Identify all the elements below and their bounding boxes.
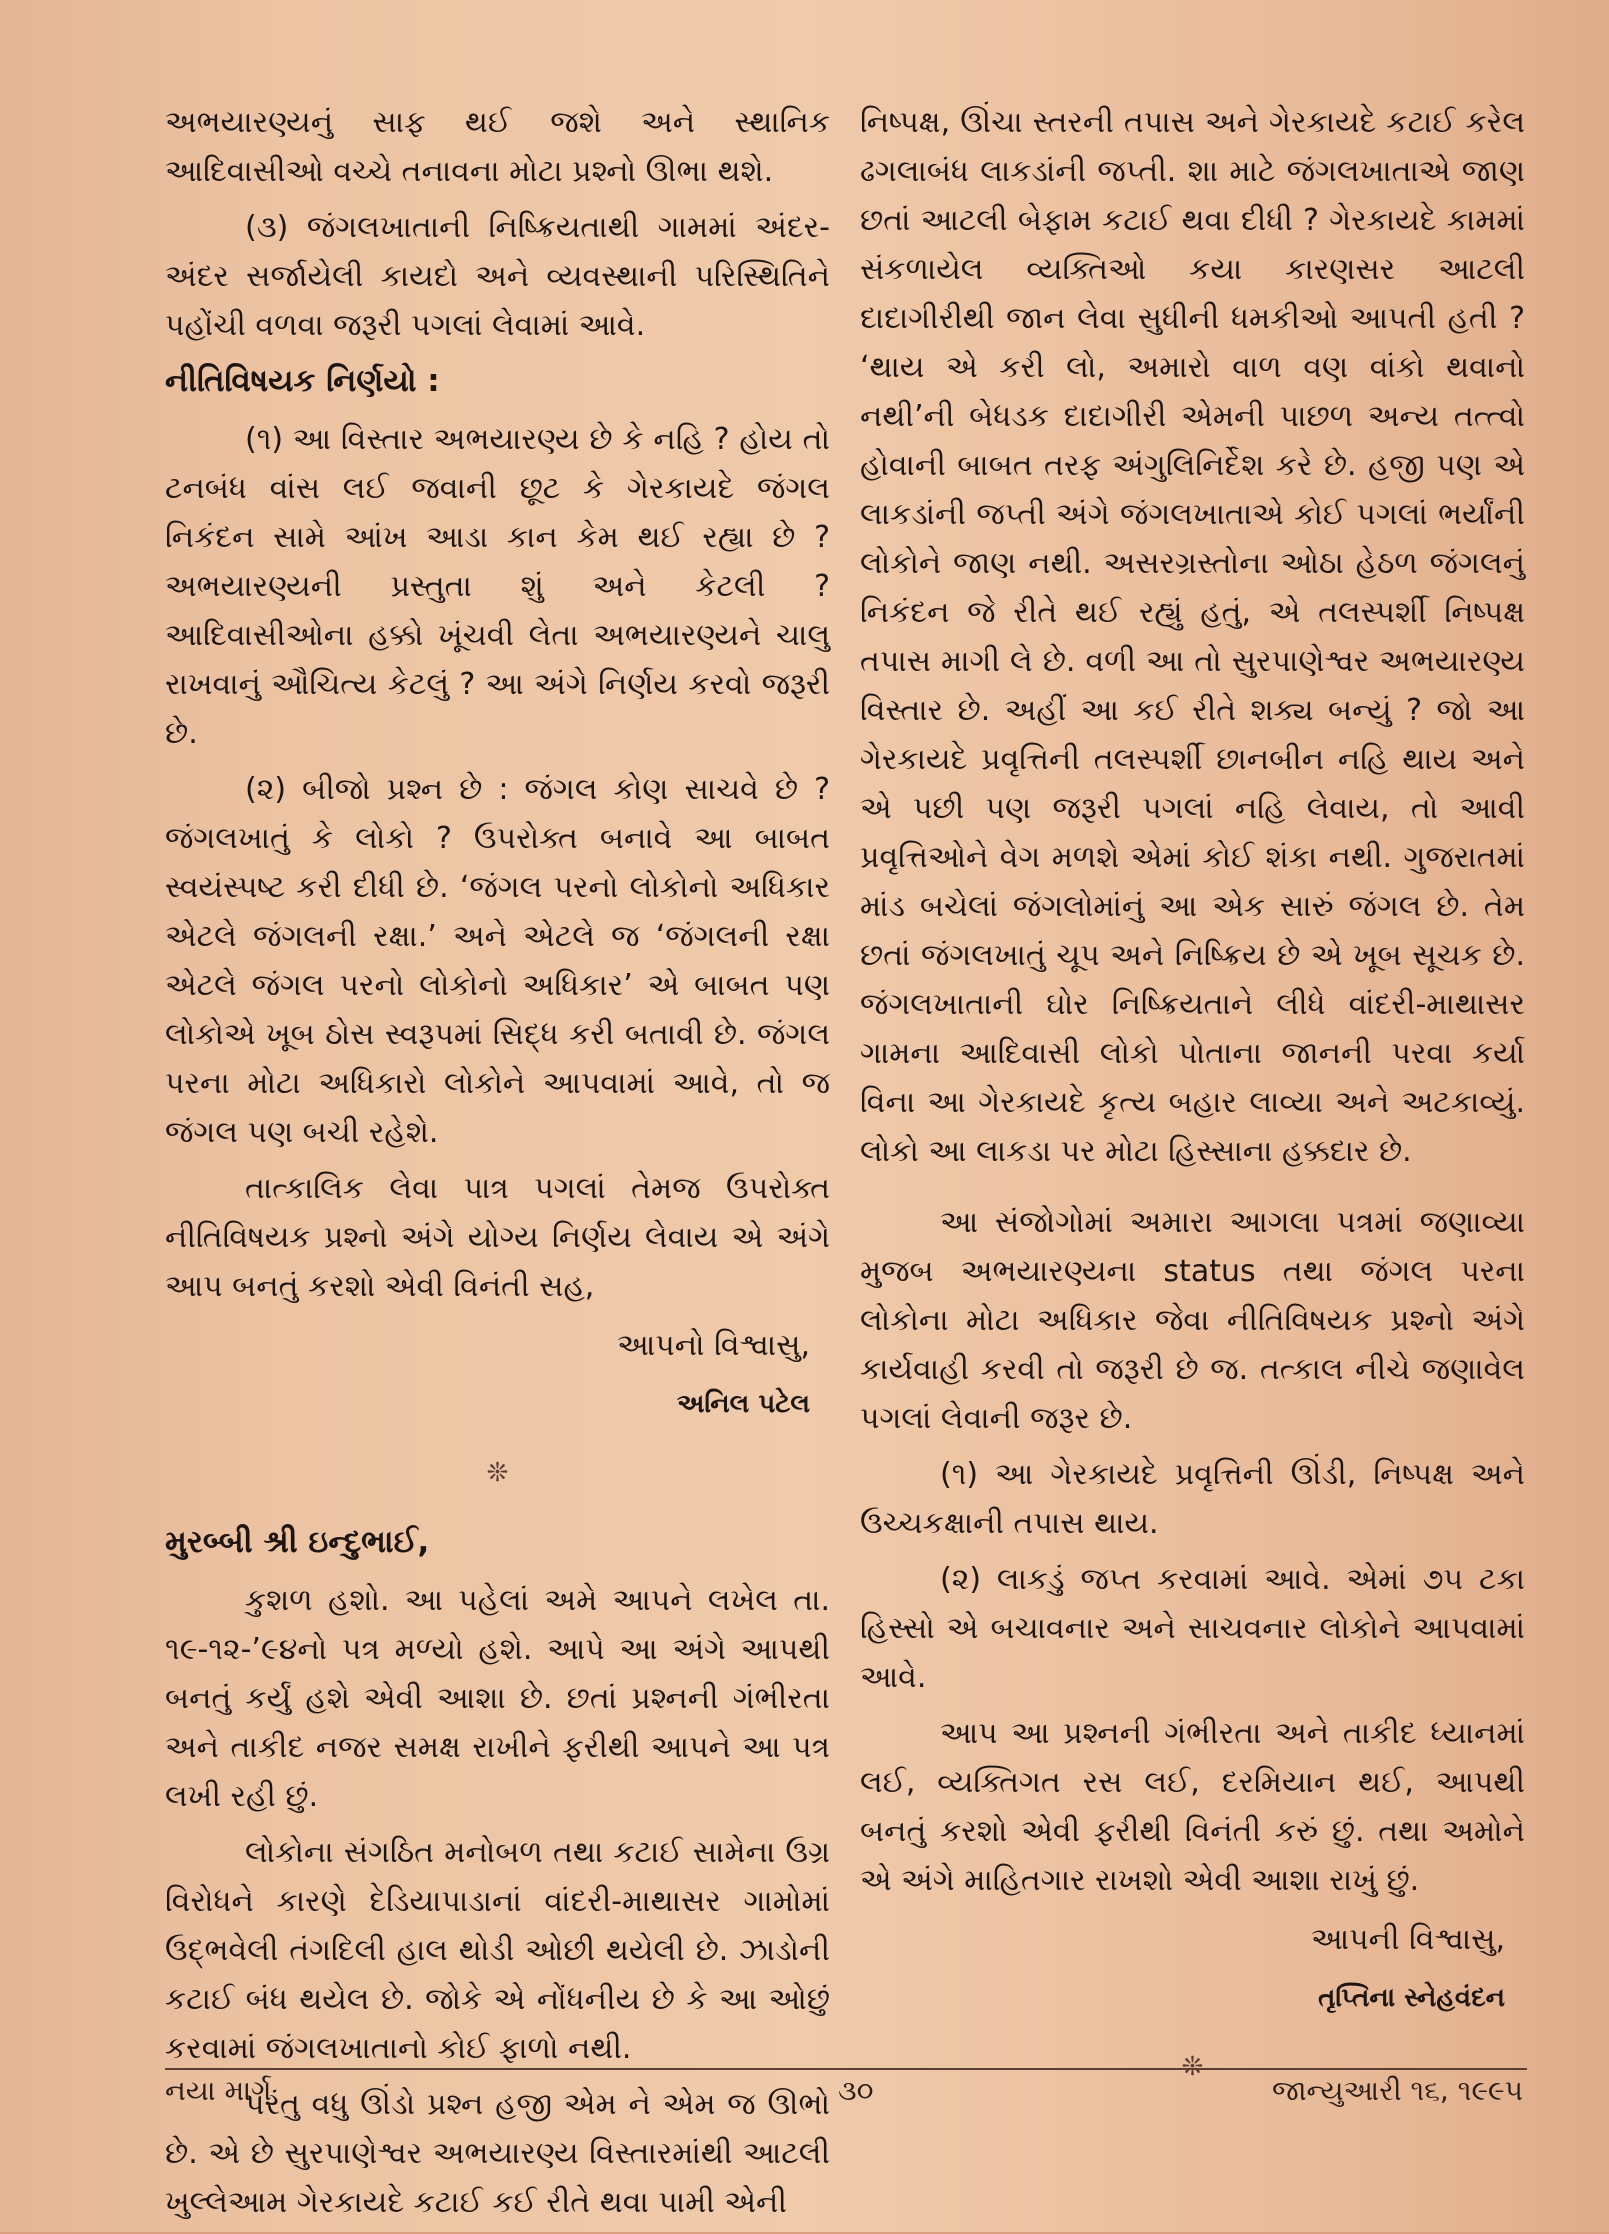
page-number: ૩૦ (838, 2074, 874, 2107)
left-column (165, 98, 830, 2234)
footer-divider (165, 2068, 1527, 2070)
footer-publication-name: નયા માર્ગ (165, 2074, 272, 2107)
letter-closing: આપની વિશ્વાસુ, (1310, 1922, 1505, 1957)
paragraph: આ સંજોગોમાં અમારા આગલા પત્રમાં જણાવ્યા મુજબ અભયારણ્યના status તથા જંગલ પરના લોકોના મોટા અધિકાર જેવા નીતિવિષયક પ્રશ્નો અંગે કાર્યવાહી કરવી તો જરૂરી છે જ. તત્કાલ નીચે જણાવેલ પગલાં લેવાની જરૂર છે. (860, 1205, 1525, 1436)
ornament-icon: ❊ (1181, 2052, 1204, 2082)
paragraph: તાત્કાલિક લેવા પાત્ર પગલાં તેમજ ઉપરોક્ત નીતિવિષયક પ્રશ્નો અંગે યોગ્ય નિર્ણય લેવાય એ અંગે આપ બનતું કરશો એવી વિનંતી સહ, (165, 1171, 830, 1304)
signature-name: તૃપ્તિના સ્નેહવંદન (1318, 1983, 1505, 2013)
paragraph: આપ આ પ્રશ્નની ગંભીરતા અને તાકીદ ધ્યાનમાં લઈ, વ્યક્તિગત રસ લઈ, દરમિયાન થઈ, આપથી બનતું કરશો એવી ફરીથી વિનંતી કરું છું. તથા અમોને એ અંગે માહિતગાર રાખશો એવી આશા રાખું છું. (860, 1716, 1525, 1898)
paragraph: લોકોના સંગઠિત મનોબળ તથા કટાઈ સામેના ઉગ્ર વિરોધને કારણે દેડિયાપાડાનાં વાંદરી-માથાસર ગામોમાં ઉદ્‌ભવેલી તંગદિલી હાલ થોડી ઓછી થયેલી છે. ઝાડોની કટાઈ બંધ થયેલ છે. જોકે એ નોંધનીય છે કે આ ઓછું કરવામાં જંગલખાતાનો કોઈ ફાળો નથી. (165, 1835, 830, 2066)
paragraph: (૨) બીજો પ્રશ્ન છે : જંગલ કોણ સાચવે છે ? જંગલખાતું કે લોકો ? ઉપરોક્ત બનાવે આ બાબત સ્વયંસ્પષ્ટ કરી દીધી છે. ‘જંગલ પરનો લોકોનો અધિકાર એટલે જંગલની રક્ષા.’ અને એટલે જ ‘જંગલની રક્ષા એટલે જંગલ પરનો લોકોનો અધિકાર’ એ બાબત પણ લોકોએ ખૂબ ઠોસ સ્વરૂપમાં સિદ્ધ કરી બતાવી છે. જંગલ પરના મોટા અધિકારો લોકોને આપવામાં આવે, તો જ જંગલ પણ બચી રહેશે. (165, 772, 830, 1150)
ornament-icon: ❊ (486, 1458, 509, 1488)
paragraph: (૧) આ વિસ્તાર અભયારણ્ય છે કે નહિ ? હોય તો ટનબંધ વાંસ લઈ જવાની છૂટ કે ગેરકાયદે જંગલ નિકંદન સામે આંખ આડા કાન કેમ થઈ રહ્યા છે ? અભયારણ્યની પ્રસ્તુતા શું અને કેટલી ? આદિવાસીઓના હક્કો ખૂંચવી લેતા અભયારણ્યને ચાલુ રાખવાનું ઔચિત્ય કેટલું ? આ અંગે નિર્ણય કરવો જરૂરી છે. (165, 422, 830, 751)
footer-date: જાન્યુઆરી ૧૬, ૧૯૯૫ (1271, 2074, 1523, 2107)
letter-salutation: મુરબ્બી શ્રી ઇન્દુભાઈ, (165, 1524, 430, 1560)
signature-name: અનિલ પટેલ (676, 1389, 810, 1419)
paragraph: (૩) જંગલખાતાની નિષ્ક્રિયતાથી ગામમાં અંદર-અંદર સર્જાયેલી કાયદો અને વ્યવસ્થાની પરિસ્થિતિને પહોંચી વળવા જરૂરી પગલાં લેવામાં આવે. (165, 210, 830, 343)
paragraph: (૧) આ ગેરકાયદે પ્રવૃત્તિની ઊંડી, નિષ્પક્ષ અને ઉચ્ચકક્ષાની તપાસ થાય. (860, 1457, 1525, 1541)
paragraph: નિષ્પક્ષ, ઊંચા સ્તરની તપાસ અને ગેરકાયદે કટાઈ કરેલ ઢગલાબંધ લાકડાંની જપ્તી. શા માટે જંગલખાતાએ જાણ છતાં આટલી બેફામ કટાઈ થવા દીધી ? ગેરકાયદે કામમાં સંકળાયેલ વ્યક્તિઓ કયા કારણસર આટલી દાદાગીરીથી જાન લેવા સુધીની ધમકીઓ આપતી હતી ? ‘થાય એ કરી લો, અમારો વાળ વણ વાંકો થવાનો નથી’ની બેધડક દાદાગીરી એમની પાછળ અન્ય તત્ત્વો હોવાની બાબત તરફ અંગુલિનિર્દેશ કરે છે. હજી પણ એ લાકડાંની જપ્તી અંગે જંગલખાતાએ કોઈ પગલાં ભર્યાંની લોકોને જાણ નથી. અસરગ્રસ્તોના ઓઠા હેઠળ જંગલનું નિકંદન જે રીતે થઈ રહ્યું હતું, એ તલસ્પર્શી નિષ્પક્ષ તપાસ માગી લે છે. વળી આ તો સુરપાણેશ્વર અભયારણ્ય વિસ્તાર છે. અહીં આ કઈ રીતે શક્ય બન્યું ? જો આ ગેરકાયદે પ્રવૃત્તિની તલસ્પર્શી છાનબીન નહિ થાય અને એ પછી પણ જરૂરી પગલાં નહિ લેવાય, તો આવી પ્રવૃત્તિઓને વેગ મળશે એમાં કોઈ શંકા નથી. ગુજરાતમાં માંડ બચેલાં જંગલોમાંનું આ એક સારું જંગલ છે. તેમ છતાં જંગલખાતું ચૂપ અને નિષ્ક્રિય છે એ ખૂબ સૂચક છે. જંગલખાતાની ઘોર નિષ્ક્રિયતાને લીધે વાંદરી-માથાસર ગામના આદિવાસી લોકો પોતાના જાનની પરવા કર્યા વિના આ ગેરકાયદે કૃત્ય બહાર લાવ્યા અને અટકાવ્યું. લોકો આ લાકડા પર મોટા હિસ્સાના હક્કદાર છે. (860, 105, 1525, 1169)
letter-closing: આપનો વિશ્વાસુ, (617, 1328, 810, 1363)
paragraph: અભયારણ્યનું સાફ થઈ જશે અને સ્થાનિક આદિવાસીઓ વચ્ચે તનાવના મોટા પ્રશ્નો ઊભા થશે. (165, 105, 830, 189)
section-heading: નીતિવિષયક નિર્ણયો : (165, 363, 440, 399)
right-column (860, 98, 1525, 2098)
paragraph: કુશળ હશો. આ પહેલાં અમે આપને લખેલ તા. ૧૯-૧૨-’૯૪નો પત્ર મળ્યો હશે. આપે આ અંગે આપથી બનતું કર્યું હશે એવી આશા છે. છતાં પ્રશ્નની ગંભીરતા અને તાકીદ નજર સમક્ષ રાખીને ફરીથી આપને આ પત્ર લખી રહી છું. (165, 1583, 830, 1814)
paragraph: પરંતુ વધુ ઊંડો પ્રશ્ન હજી એમ ને એમ જ ઊભો છે. એ છે સુરપાણેશ્વર અભયારણ્ય વિસ્તારમાંથી આટલી ખુલ્લેઆમ ગેરકાયદે કટાઈ કઈ રીતે થવા પામી એની (165, 2087, 830, 2220)
paragraph: (૨) લાકડું જપ્ત કરવામાં આવે. એમાં ૭૫ ટકા હિસ્સો એ બચાવનાર અને સાચવનાર લોકોને આપવામાં આવે. (860, 1562, 1525, 1695)
